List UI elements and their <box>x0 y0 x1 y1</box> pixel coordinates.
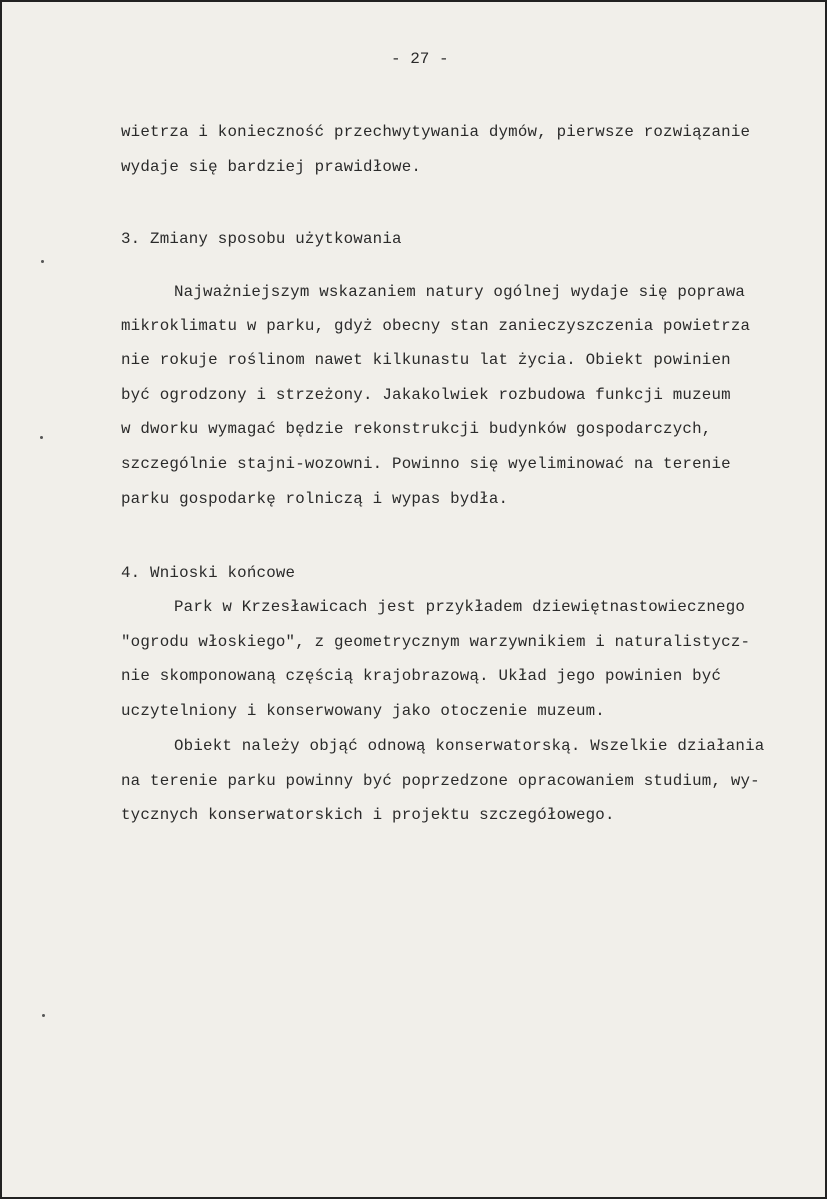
text-line: nie skomponowaną częścią krajobrazową. Układ jego powinien być <box>121 667 722 685</box>
text-line: parku gospodarkę rolniczą i wypas bydła. <box>121 490 509 508</box>
scan-speck <box>40 436 43 439</box>
text-line: wydaje się bardziej prawidłowe. <box>121 158 422 176</box>
text-line: Obiekt należy objąć odnową konserwatorską. Wszelkie działania <box>174 737 765 755</box>
section-heading: 4. Wnioski końcowe <box>121 564 296 582</box>
text-line: uczytelniony i konserwowany jako otoczenie muzeum. <box>121 702 605 720</box>
text-line: Park w Krzesławicach jest przykładem dziewiętnastowiecznego <box>174 598 746 616</box>
text-line: na terenie parku powinny być poprzedzone opracowaniem studium, wy- <box>121 772 760 790</box>
text-line: szczególnie stajni-wozowni. Powinno się wyeliminować na terenie <box>121 455 731 473</box>
text-line: Najważniejszym wskazaniem natury ogólnej wydaje się poprawa <box>174 283 746 301</box>
text-line: "ogrodu włoskiego", z geometrycznym warzywnikiem i naturalistycz- <box>121 633 751 651</box>
text-line: mikroklimatu w parku, gdyż obecny stan zanieczyszczenia powietrza <box>121 317 751 335</box>
scan-speck <box>41 260 44 263</box>
text-line: tycznych konserwatorskich i projektu szczegółowego. <box>121 806 615 824</box>
text-line: w dworku wymagać będzie rekonstrukcji budynków gospodarczych, <box>121 420 712 438</box>
text-line: nie rokuje roślinom nawet kilkunastu lat życia. Obiekt powinien <box>121 351 731 369</box>
scan-speck <box>42 1014 45 1017</box>
section-heading: 3. Zmiany sposobu użytkowania <box>121 230 402 248</box>
page-number: - 27 - <box>391 50 449 68</box>
text-line: być ogrodzony i strzeżony. Jakakolwiek rozbudowa funkcji muzeum <box>121 386 731 404</box>
text-line: wietrza i konieczność przechwytywania dymów, pierwsze rozwiązanie <box>121 123 751 141</box>
